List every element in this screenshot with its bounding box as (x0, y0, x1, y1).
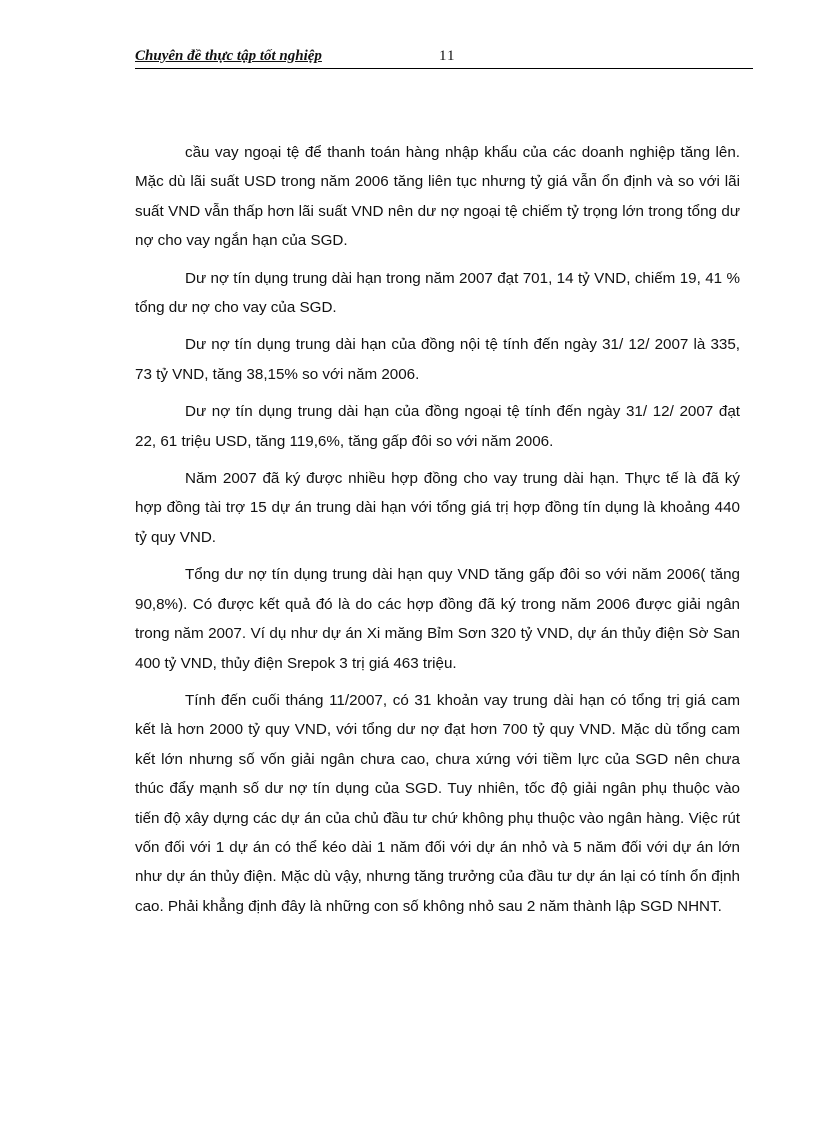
header-title: Chuyên đề thực tập tốt nghiệp (135, 48, 322, 64)
paragraph: cầu vay ngoại tệ để thanh toán hàng nhập khẩu của các doanh nghiệp tăng lên. Mặc dù lãi suất USD trong năm 2006 tăng liên tục nhưng tỷ giá vẫn ổn định và so với lãi suất VND vẫn thấp hơn lãi suất VND nên dư nợ ngoại tệ chiếm tỷ trọng lớn trong tổng dư nợ cho vay ngắn hạn của SGD. (135, 144, 740, 250)
paragraph: Dư nợ tín dụng trung dài hạn trong năm 2007 đạt 701, 14 tỷ VND, chiếm 19, 41 % tổng dư nợ cho vay của SGD. (135, 269, 740, 317)
page-header (135, 46, 753, 69)
paragraph: Dư nợ tín dụng trung dài hạn của đồng ngoại tệ tính đến ngày 31/ 12/ 2007 đạt 22, 61 triệu USD, tăng 119,6%, tăng gấp đôi so với năm 2006. (135, 403, 740, 450)
document-body (135, 138, 740, 929)
paragraph: Năm 2007 đã ký được nhiều hợp đồng cho vay trung dài hạn. Thực tế là đã ký hợp đồng tài trợ 15 dự án trung dài hạn với tổng giá trị hợp đồng tín dụng là khoảng 440 tỷ quy VND. (135, 470, 740, 546)
paragraph: Dư nợ tín dụng trung dài hạn của đồng nội tệ tính đến ngày 31/ 12/ 2007 là 335, 73 tỷ VND, tăng 38,15% so với năm 2006. (135, 336, 740, 383)
page-number: 11 (439, 48, 456, 64)
paragraph: Tính đến cuối tháng 11/2007, có 31 khoản vay trung dài hạn có tổng trị giá cam kết là hơn 2000 tỷ quy VND, với tổng dư nợ đạt hơn 700 tỷ quy VND. Mặc dù tổng cam kết lớn nhưng số vốn giải ngân chưa cao, chưa xứng với tiềm lực của SGD nên chưa thúc đẩy mạnh số dư nợ tín dụng của SGD. Tuy nhiên, tốc độ giải ngân phụ thuộc vào tiến độ xây dựng các dự án của chủ đầu tư chứ không phụ thuộc vào ngân hàng. Việc rút vốn đối với 1 dự án có thể kéo dài 1 năm đối với dự án nhỏ và 5 năm đối với dự án lớn như dự án thủy điện. Mặc dù vậy, nhưng tăng trưởng của đầu tư dự án lại có tính ổn định cao. Phải khẳng định đây là những con số không nhỏ sau 2 năm thành lập SGD NHNT. (135, 691, 740, 915)
paragraph: Tổng dư nợ tín dụng trung dài hạn quy VND tăng gấp đôi so với năm 2006( tăng 90,8%). Có được kết quả đó là do các hợp đồng đã ký trong năm 2006 được giải ngân trong năm 2007. Ví dụ như dự án Xi măng Bỉm Sơn 320 tỷ VND, dự án thủy điện Sờ San 400 tỷ VND, thủy điện Srepok 3 trị giá 463 triệu. (135, 566, 740, 672)
